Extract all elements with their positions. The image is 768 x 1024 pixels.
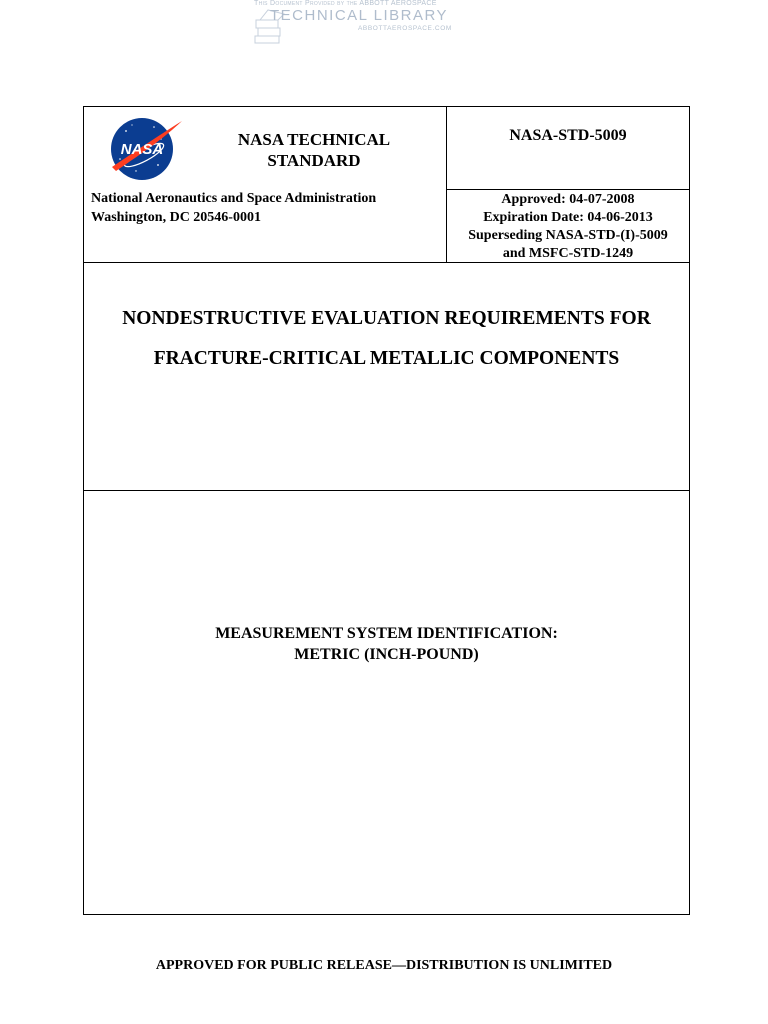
standard-heading: NASA TECHNICAL STANDARD bbox=[237, 130, 391, 170]
agency-address: Washington, DC 20546-0001 bbox=[91, 209, 261, 225]
expiration-date: Expiration Date: 04-06-2013 bbox=[483, 210, 653, 225]
document-title: NONDESTRUCTIVE EVALUATION REQUIREMENTS FOR FRACTURE-CRITICAL METALLIC COMPONENTS bbox=[122, 308, 651, 369]
agency-name: National Aeronautics and Space Administration bbox=[91, 191, 377, 206]
watermark-provider: This Document Provided by the ABBOTT AEROSPACE bbox=[254, 0, 437, 7]
agency-block bbox=[91, 190, 441, 227]
release-statement: APPROVED FOR PUBLIC RELEASE—DISTRIBUTION IS UNLIMITED bbox=[155, 958, 613, 973]
watermark-url: ABBOTTAEROSPACE.COM bbox=[358, 25, 452, 32]
superseding: Superseding NASA-STD-(I)-5009 bbox=[468, 228, 668, 243]
nasa-logo bbox=[106, 115, 186, 183]
right-divider bbox=[446, 189, 689, 190]
superseding-2: and MSFC-STD-1249 bbox=[502, 246, 634, 261]
measurement-system: MEASUREMENT SYSTEM IDENTIFICATION: METRIC (INCH-POUND) bbox=[215, 625, 558, 663]
watermark bbox=[250, 0, 476, 46]
approved-date: Approved: 04-07-2008 bbox=[501, 192, 635, 207]
title-row bbox=[84, 263, 689, 491]
approval-block bbox=[447, 191, 689, 263]
logo-text: NASA bbox=[120, 141, 164, 158]
cover-frame bbox=[83, 106, 690, 915]
watermark-title: TECHNICAL LIBRARY bbox=[270, 7, 449, 24]
header-row bbox=[84, 107, 689, 263]
standard-number: NASA-STD-5009 bbox=[509, 127, 627, 144]
